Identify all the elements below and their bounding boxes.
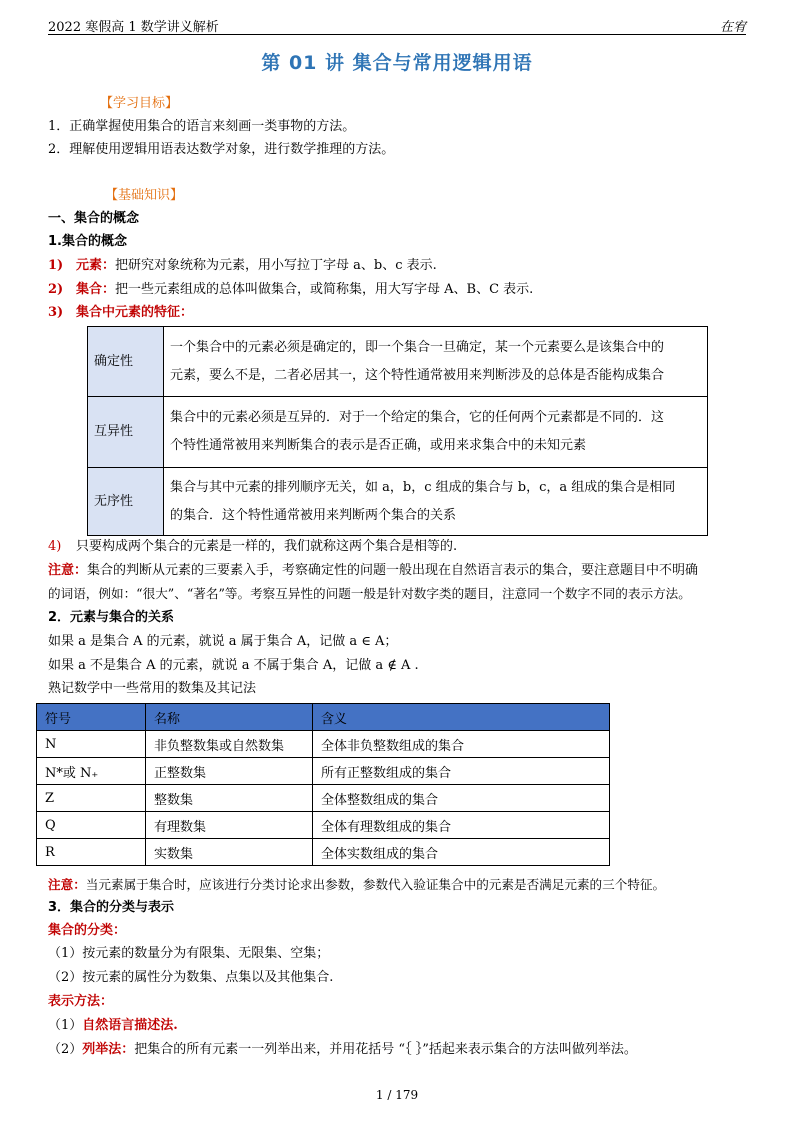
- table-cell: 实数集: [146, 839, 313, 866]
- table-cell: Q: [37, 812, 146, 839]
- feature-key: 互异性: [88, 397, 164, 468]
- table-cell: 全体实数组成的集合: [313, 839, 610, 866]
- note-text: 当元素属于集合时，应该进行分类讨论求出参数，参数代入验证集合中的元素是否满足元素的三个特征。: [85, 877, 666, 892]
- column-header: 名称: [146, 704, 313, 731]
- classify-item: （2）按元素的属性分为数集、点集以及其他集合.: [48, 970, 334, 985]
- table-row: [37, 758, 610, 785]
- method-term: 自然语言描述法.: [82, 1018, 178, 1033]
- item-term: 元素：: [76, 258, 116, 273]
- item-text: 只要构成两个集合的元素是一样的，我们就称这两个集合是相等的.: [76, 539, 458, 554]
- item-number: 2): [48, 282, 64, 297]
- remember-text: 熟记数学中一些常用的数集及其记法: [48, 681, 257, 696]
- header-left: 2022 寒假高 1 数学讲义解析: [48, 20, 219, 35]
- note-text: 集合的判断从元素的三要素入手，考察确定性的问题一般出现在自然语言表示的集合，要注意题目中不明确: [87, 563, 699, 578]
- list-item: [48, 280, 533, 300]
- goals-tag: 【学习目标】: [100, 96, 179, 111]
- feature-key: 确定性: [88, 327, 164, 397]
- table-cell: 正整数集: [146, 758, 313, 785]
- item-number: 4): [48, 539, 62, 554]
- list-item: [48, 303, 193, 323]
- method-item: [48, 1040, 637, 1060]
- relation-line: 如果 a 不是集合 A 的元素，就说 a 不属于集合 A，记做 a ∉ A .: [48, 658, 419, 673]
- method-text: 把集合的所有元素一一列举出来，并用花括号 “｛ ｝”括起来表示集合的方法叫做列举法。: [134, 1042, 637, 1057]
- page-title: 第 01 讲 集合与常用逻辑用语: [261, 52, 533, 74]
- feature-line: 集合中的元素必须是互异的．对于一个给定的集合，它的任何两个元素都是不同的．这: [170, 410, 665, 425]
- feature-line: 的集合．这个特性通常被用来判断两个集合的关系: [170, 507, 457, 523]
- column-header: 符号: [37, 704, 146, 731]
- note-line: [48, 875, 665, 895]
- page-header: [48, 14, 746, 35]
- table-row: [37, 731, 610, 758]
- table-row: [88, 397, 708, 468]
- table-cell: N*或 N₊: [37, 758, 146, 785]
- method-item: [48, 1016, 178, 1036]
- table-cell: Z: [37, 785, 146, 812]
- feature-desc: [164, 397, 708, 468]
- table-cell: 全体有理数组成的集合: [313, 812, 610, 839]
- number-sets-table: [36, 703, 610, 866]
- table-row: [88, 468, 708, 536]
- subsection-heading: 3．集合的分类与表示: [48, 900, 175, 915]
- table-cell: 全体非负整数组成的集合: [313, 731, 610, 758]
- table-cell: N: [37, 731, 146, 758]
- feature-line: 一个集合中的元素必须是确定的，即一个集合一旦确定，某一个元素要么是该集合中的: [170, 339, 665, 355]
- feature-desc: [164, 468, 708, 536]
- goal-item: 2．理解使用逻辑用语表达数学对象，进行数学推理的方法。: [48, 142, 395, 157]
- feature-desc: [164, 327, 708, 397]
- feature-key: 无序性: [88, 468, 164, 536]
- note-label: 注意：: [48, 563, 88, 578]
- subsection-heading: 2．元素与集合的关系: [48, 610, 175, 625]
- goal-item: 1．正确掌握使用集合的语言来刻画一类事物的方法。: [48, 119, 356, 134]
- item-text: 把研究对象统称为元素，用小写拉丁字母 a、b、c 表示.: [115, 258, 437, 273]
- feature-line: 集合与其中元素的排列顺序无关，如 a，b，c 组成的集合与 b，c，a 组成的集合是相同: [170, 479, 676, 495]
- table-row: [37, 785, 610, 812]
- table-cell: 所有正整数组成的集合: [313, 758, 610, 785]
- method-term: 列举法：: [82, 1042, 135, 1057]
- table-row: [88, 327, 708, 397]
- represent-label: 表示方法：: [48, 994, 114, 1009]
- column-header: 含义: [313, 704, 610, 731]
- list-item: [48, 256, 437, 276]
- header-right: 在宥: [719, 20, 746, 35]
- relation-line: 如果 a 是集合 A 的元素，就说 a 属于集合 A，记做 a ∈ A；: [48, 634, 398, 649]
- classify-item: （1）按元素的数量分为有限集、无限集、空集；: [48, 946, 330, 961]
- item-term: 集合中元素的特征：: [76, 305, 194, 320]
- note-line: [48, 561, 698, 581]
- feature-line: 个特性通常被用来判断集合的表示是否正确，或用来求集合中的未知元素: [170, 438, 587, 453]
- list-item: [48, 537, 457, 557]
- note-line: 的词语，例如：“很大”、“著名”等。考察互异性的问题一般是针对数字类的题目，注意同一个数字不同的表示方法。: [48, 586, 691, 601]
- classify-label: 集合的分类：: [48, 923, 127, 938]
- table-cell: 非负整数集或自然数集: [146, 731, 313, 758]
- feature-line: 元素，要么不是，二者必居其一，这个特性通常被用来判断涉及的总体是否能构成集合: [170, 367, 665, 383]
- table-cell: 有理数集: [146, 812, 313, 839]
- table-row: [37, 812, 610, 839]
- note-label: 注意：: [48, 877, 86, 892]
- features-table: [87, 326, 708, 536]
- table-cell: 整数集: [146, 785, 313, 812]
- table-cell: R: [37, 839, 146, 866]
- table-header-row: [37, 704, 610, 731]
- basics-tag: 【基础知识】: [105, 188, 184, 203]
- section-heading: 一、集合的概念: [48, 211, 140, 226]
- method-prefix: （2）: [48, 1042, 83, 1057]
- table-cell: 全体整数组成的集合: [313, 785, 610, 812]
- method-prefix: （1）: [48, 1018, 83, 1033]
- item-term: 集合：: [76, 282, 116, 297]
- table-row: [37, 839, 610, 866]
- item-text: 把一些元素组成的总体叫做集合，或简称集，用大写字母 A、B、C 表示.: [115, 282, 534, 297]
- page-number: 1 / 179: [375, 1088, 419, 1102]
- subsection-heading: 1.集合的概念: [48, 234, 127, 249]
- item-number: 3): [48, 305, 64, 320]
- item-number: 1): [48, 258, 64, 273]
